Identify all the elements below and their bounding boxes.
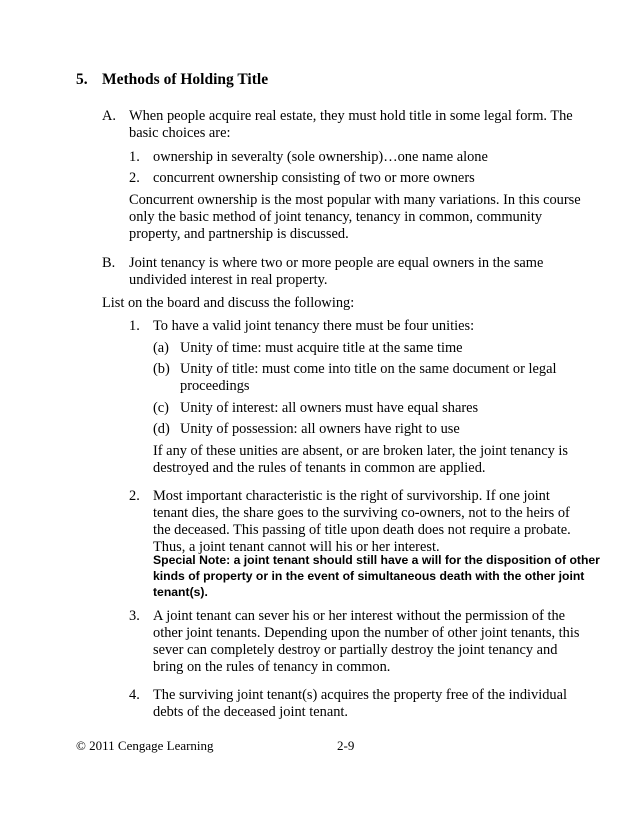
unity-d-marker: (d)	[153, 421, 170, 437]
unity-c-marker: (c)	[153, 400, 169, 416]
section-a-para-line-2: only the basic method of joint tenancy, tenancy in common, community	[129, 209, 543, 225]
choice-1-marker: 1.	[129, 149, 140, 165]
special-note-line-2: kinds of property or in the event of simultaneous death with the other joint	[153, 569, 585, 583]
item-2-line-2: tenant dies, the share goes to the surviving co-owners, not to the heirs of	[153, 505, 570, 521]
item-3-line-4: bring on the rules of tenancy in common.	[153, 659, 391, 675]
unity-c-text: Unity of interest: all owners must have equal shares	[180, 400, 479, 416]
unity-b-marker: (b)	[153, 361, 170, 377]
section-a-line-1: When people acquire real estate, they must hold title in some legal form. The	[129, 108, 573, 124]
special-note-line-3: tenant(s).	[153, 585, 208, 599]
choice-1-text: ownership in severalty (sole ownership)…one name alone	[153, 149, 488, 165]
list-intro: List on the board and discuss the following:	[102, 295, 355, 311]
item-2-line-1: Most important characteristic is the right of survivorship. If one joint	[153, 488, 550, 504]
section-a-para-line-3: property, and partnership is discussed.	[129, 226, 349, 242]
item-4-marker: 4.	[129, 687, 140, 703]
unity-b-text-2: proceedings	[180, 378, 250, 394]
unity-a-marker: (a)	[153, 340, 169, 356]
item-4-line-1: The surviving joint tenant(s) acquires the property free of the individual	[153, 687, 568, 703]
special-note-line-1: Special Note: a joint tenant should still have a will for the disposition of other	[153, 553, 600, 567]
item-2-line-4: Thus, a joint tenant cannot will his or her interest.	[153, 539, 440, 555]
choice-2-marker: 2.	[129, 170, 140, 186]
section-b-line-1: Joint tenancy is where two or more people are equal owners in the same	[129, 255, 544, 271]
item-2-line-3: the deceased. This passing of title upon death does not require a probate.	[153, 522, 571, 538]
unity-a-text: Unity of time: must acquire title at the same time	[180, 340, 463, 356]
choice-2-text: concurrent ownership consisting of two or more owners	[153, 170, 475, 186]
unity-d-text: Unity of possession: all owners have right to use	[180, 421, 460, 437]
item-3-line-2: other joint tenants. Depending upon the number of other joint tenants, this	[153, 625, 580, 641]
section-a-para-line-1: Concurrent ownership is the most popular with many variations. In this course	[129, 192, 581, 208]
section-b-marker: B.	[102, 255, 116, 271]
item-1-text: To have a valid joint tenancy there must be four unities:	[153, 318, 475, 334]
item-1-after-line-2: destroyed and the rules of tenants in common are applied.	[153, 460, 486, 476]
footer-page-number: 2-9	[337, 738, 355, 753]
item-4-line-2: debts of the deceased joint tenant.	[153, 704, 349, 720]
item-3-line-1: A joint tenant can sever his or her interest without the permission of the	[153, 608, 566, 624]
section-number: 5.	[76, 71, 88, 88]
unity-b-text-1: Unity of title: must come into title on the same document or legal	[180, 361, 557, 377]
section-a-marker: A.	[102, 108, 116, 124]
section-a-line-2: basic choices are:	[129, 125, 231, 141]
item-2-marker: 2.	[129, 488, 140, 504]
section-title: Methods of Holding Title	[102, 71, 269, 88]
footer-copyright: © 2011 Cengage Learning	[76, 738, 214, 753]
item-3-line-3: sever can completely destroy or partially destroy the joint tenancy and	[153, 642, 558, 658]
item-3-marker: 3.	[129, 608, 140, 624]
section-b-line-2: undivided interest in real property.	[129, 272, 328, 288]
item-1-after-line-1: If any of these unities are absent, or are broken later, the joint tenancy is	[153, 443, 568, 459]
item-1-marker: 1.	[129, 318, 140, 334]
